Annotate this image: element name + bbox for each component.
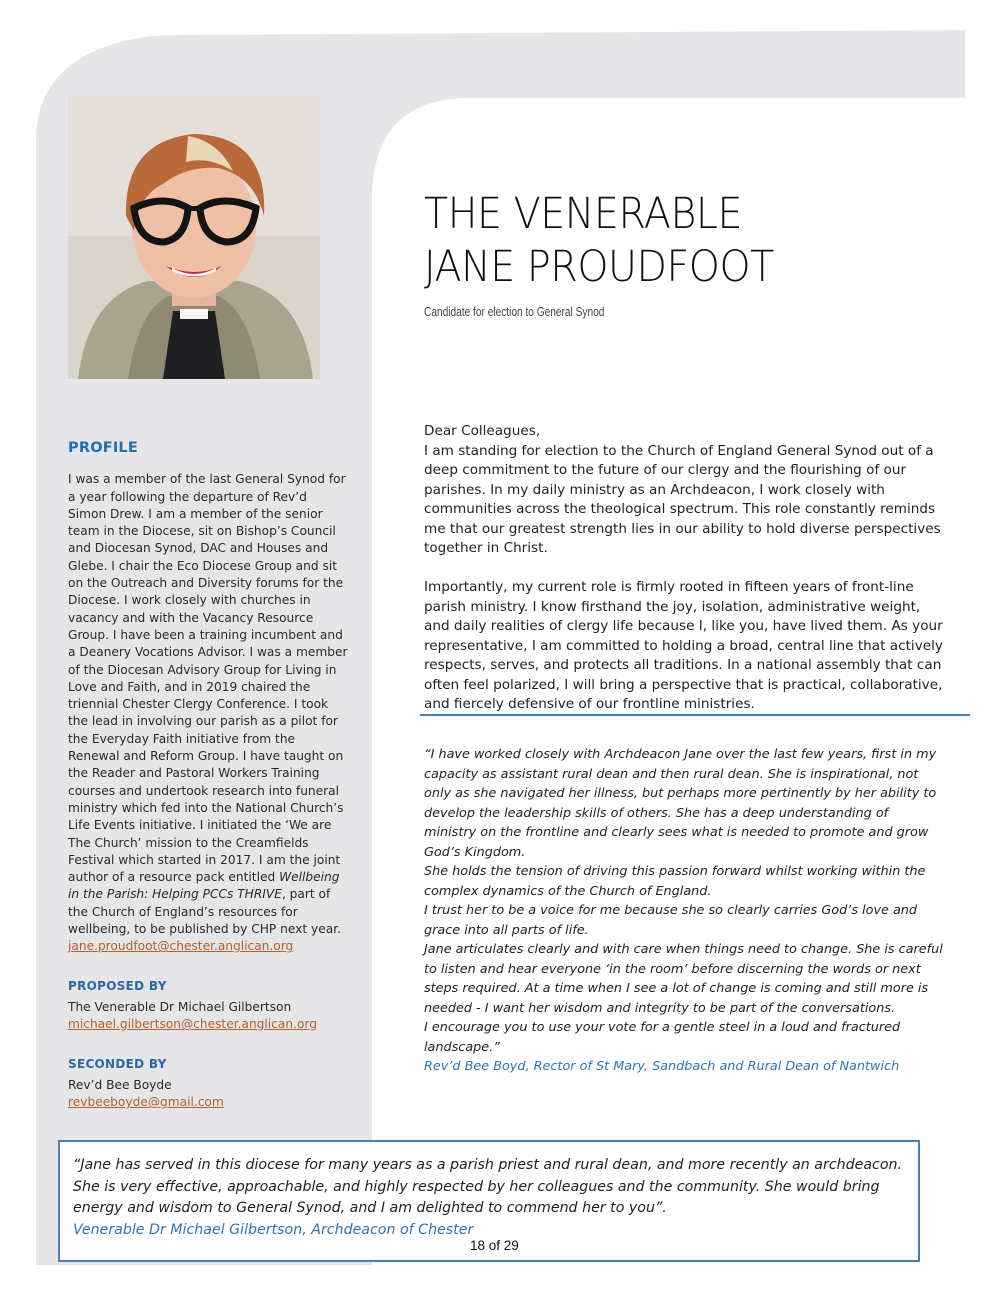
letter-salutation: Dear Colleagues, (424, 423, 541, 439)
profile-text-end: , part of the Church of England’s resources for wellbeing, to be published by CHP next year. (68, 887, 341, 937)
proposer-name: The Venerable Dr Michael Gilbertson (68, 999, 292, 1014)
subtitle: Candidate for election to General Synod (424, 304, 605, 319)
testimonial-line: I encourage you to use your vote for a gentle steel in a loud and fractured landscape.” (424, 1020, 901, 1055)
letter-body (424, 422, 944, 715)
profile-resource-title: Wellbeing in the Parish: Helping PCCs THRIVE (68, 870, 340, 902)
title-line-1: THE VENERABLE (424, 189, 743, 239)
profile-text-start: I was a member of the last General Synod for a year following the departure of Rev’d Simon Drew. I am a member of the senior team in the Diocese, sit on Bishop’s Council and Diocesan Synod, DAC and Houses and Glebe. I chair the Eco Diocese Group and sit on the Outreach and Diversity forums for the Diocese. I work closely with churches in vacancy and with the Vacancy Resource Group. I have been a training incumbent and a Deanery Vocations Advisor. I was a member of the Diocesan Advisory Group for Living in Love and Faith, and in 2019 chaired the triennial Chester Clergy Conference. I took the lead in involving our parish as a pilot for the Everyday Faith initiative from the Renewal and Reform Group. I have taught on the Reader and Pastoral Workers Training courses and undertook research into funeral ministry which fed into the National Church’s Life Events initiative. I initiated the ‘We are The Church’ mission to the Creamfields Festival which started in 2017. I am the joint author of a resource pack entitled (68, 472, 348, 885)
profile-text (68, 471, 348, 938)
testimonial-attribution: Rev’d Bee Boyd, Rector of St Mary, Sandbach and Rural Dean of Nantwich (424, 1059, 900, 1074)
commendation-attribution: Venerable Dr Michael Gilbertson, Archdeacon of Chester (73, 1221, 474, 1238)
seconded-heading: SECONDED BY (68, 1056, 167, 1071)
portrait-photo (68, 96, 320, 379)
seconder-email-link[interactable]: revbeeboyde@gmail.com (68, 1095, 224, 1110)
profile-sidebar (68, 440, 348, 1111)
letter-paragraph-2: Importantly, my current role is firmly rooted in fifteen years of front-line parish ministry. I know firsthand the joy, isolation, administrative weight, and daily realities of clergy life because I, like you, have lived them. As your representative, I am committed to holding a broad, central line that actively respects, serves, and protects all traditions. In a national assembly that can often feel polarized, I will bring a perspective that is practical, collaborative, and fiercely defensive of our frontline ministries. (424, 579, 943, 712)
seconder-name: Rev’d Bee Boyde (68, 1077, 172, 1092)
profile-heading: PROFILE (68, 440, 138, 456)
proposed-heading: PROPOSED BY (68, 978, 167, 993)
testimonial-line: She holds the tension of driving this passion forward whilst working within the complex dynamics of the Church of England. (424, 864, 926, 899)
candidate-email-link[interactable]: jane.proudfoot@chester.anglican.org (68, 939, 294, 954)
testimonial-line: I trust her to be a voice for me because she so clearly carries God’s love and grace into all parts of life. (424, 903, 918, 938)
commendation-text: “Jane has served in this diocese for many years as a parish priest and rural dean, and more recently an archdeacon. She is very effective, approachable, and highly respected by her colleagues and the community. She would bring energy and wisdom to General Synod, and I am delighted to commend her to you”. (73, 1157, 903, 1216)
section-divider (420, 714, 970, 716)
testimonial-line: Jane articulates clearly and with care when things need to change. She is careful to listen and hear everyone ‘in the room’ before discerning the words or next steps required. At a time when I see a lot of change is coming and still more is needed - I want her wisdom and integrity to be part of the conversations. (424, 942, 943, 1016)
proposer-email-link[interactable]: michael.gilbertson@chester.anglican.org (68, 1017, 317, 1032)
letter-paragraph-1: I am standing for election to the Church of England General Synod out of a deep commitment to the future of our clergy and the flourishing of our parishes. In my daily ministry as an Archdeacon, I work closely with communities across the theological spectrum. This role constantly reminds me that our greatest strength lies in our ability to hold diverse perspectives together in Christ. (424, 442, 941, 556)
title-line-2: JANE PROUDFOOT (424, 242, 774, 292)
page-number: 18 of 29 (470, 1238, 519, 1253)
candidate-name-title (424, 188, 964, 294)
testimonial-quote (424, 745, 944, 1077)
testimonial-line: “I have worked closely with Archdeacon Jane over the last few years, first in my capacity as assistant rural dean and then rural dean. She is inspirational, not only as she navigated her illness, but perhaps more pertinently by her ability to develop the leadership skills of others. She has a deep understanding of ministry on the frontline and clearly sees what is needed to promote and grow God’s Kingdom. (424, 747, 937, 860)
